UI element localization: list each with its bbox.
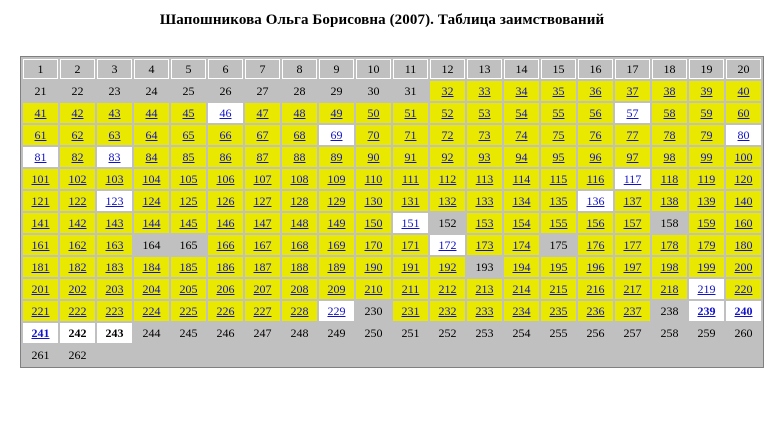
page-link-cell[interactable]: 177 [615, 235, 650, 255]
page-link-cell[interactable]: 215 [541, 279, 576, 299]
page-cell: 25 [171, 81, 206, 101]
empty-cell [578, 345, 613, 365]
page-link-cell[interactable]: 217 [615, 279, 650, 299]
page-link-cell[interactable]: 205 [171, 279, 206, 299]
page-link-cell[interactable]: 80 [726, 125, 761, 145]
page-link-cell[interactable]: 134 [504, 191, 539, 211]
page-link-cell[interactable]: 236 [578, 301, 613, 321]
page-link-cell[interactable]: 145 [171, 213, 206, 233]
page-link-cell[interactable]: 202 [60, 279, 95, 299]
page-link-cell[interactable]: 186 [208, 257, 243, 277]
column-header: 8 [282, 59, 317, 79]
column-header: 13 [467, 59, 502, 79]
table-row [23, 345, 761, 365]
page-cell: 246 [208, 323, 243, 343]
page-link-cell[interactable]: 194 [504, 257, 539, 277]
page-link-cell[interactable]: 219 [689, 279, 724, 299]
page-link-cell[interactable]: 33 [467, 81, 502, 101]
page-cell: 24 [134, 81, 169, 101]
column-header: 5 [171, 59, 206, 79]
table-row [23, 279, 761, 299]
page-link-cell[interactable]: 129 [319, 191, 354, 211]
page-link-cell[interactable]: 136 [578, 191, 613, 211]
page-link-cell[interactable]: 78 [652, 125, 687, 145]
page-link-cell[interactable]: 76 [578, 125, 613, 145]
page-link-cell[interactable]: 119 [689, 169, 724, 189]
page-link-cell[interactable]: 50 [356, 103, 391, 123]
page-link-cell[interactable]: 109 [319, 169, 354, 189]
page-link-cell[interactable]: 46 [208, 103, 243, 123]
page-cell: 230 [356, 301, 391, 321]
page-link-cell[interactable]: 95 [541, 147, 576, 167]
page-link-cell[interactable]: 237 [615, 301, 650, 321]
page-link-cell[interactable]: 49 [319, 103, 354, 123]
page-cell: 28 [282, 81, 317, 101]
page-link-cell[interactable]: 156 [578, 213, 613, 233]
page-link-cell[interactable]: 107 [245, 169, 280, 189]
page-link-cell[interactable]: 195 [541, 257, 576, 277]
page-link-cell[interactable]: 121 [23, 191, 58, 211]
page-link-cell[interactable]: 52 [430, 103, 465, 123]
empty-cell [652, 345, 687, 365]
empty-cell [134, 345, 169, 365]
column-header: 17 [615, 59, 650, 79]
page-link-cell[interactable]: 211 [393, 279, 428, 299]
page-link-cell[interactable]: 133 [467, 191, 502, 211]
page-cell: 29 [319, 81, 354, 101]
page-cell: 256 [578, 323, 613, 343]
page-link-cell[interactable]: 188 [282, 257, 317, 277]
page-link-cell[interactable]: 103 [97, 169, 132, 189]
page-title: Шапошникова Ольга Борисовна (2007). Таблица заимствований [159, 12, 605, 28]
page-link-cell[interactable]: 198 [652, 257, 687, 277]
borrowings-table-container [20, 56, 764, 368]
page-cell: 193 [467, 257, 502, 277]
page-link-cell[interactable]: 65 [171, 125, 206, 145]
page-link-cell[interactable]: 162 [60, 235, 95, 255]
page-cell: 249 [319, 323, 354, 343]
page-link-cell[interactable]: 166 [208, 235, 243, 255]
page-cell: 255 [541, 323, 576, 343]
page-link-cell[interactable]: 210 [356, 279, 391, 299]
table-header [23, 59, 761, 79]
page-cell: 253 [467, 323, 502, 343]
table-header-row [23, 59, 761, 79]
page-link-cell[interactable]: 45 [171, 103, 206, 123]
table-row [23, 257, 761, 277]
page-link-cell[interactable]: 83 [97, 147, 132, 167]
page-link-cell[interactable]: 233 [467, 301, 502, 321]
page-link-cell[interactable]: 71 [393, 125, 428, 145]
page-link-cell[interactable]: 104 [134, 169, 169, 189]
page-link-cell[interactable]: 161 [23, 235, 58, 255]
page-link-cell[interactable]: 67 [245, 125, 280, 145]
column-header: 9 [319, 59, 354, 79]
column-header: 1 [23, 59, 58, 79]
page-link-cell[interactable]: 241 [23, 323, 58, 343]
page-link-cell[interactable]: 157 [615, 213, 650, 233]
page-cell: 258 [652, 323, 687, 343]
page-link-cell[interactable]: 68 [282, 125, 317, 145]
page-link-cell[interactable]: 172 [430, 235, 465, 255]
column-header: 20 [726, 59, 761, 79]
page-cell: 164 [134, 235, 169, 255]
empty-cell [393, 345, 428, 365]
page-link-cell[interactable]: 93 [467, 147, 502, 167]
page-link-cell[interactable]: 150 [356, 213, 391, 233]
page-link-cell[interactable]: 189 [319, 257, 354, 277]
page-link-cell[interactable]: 197 [615, 257, 650, 277]
page-link-cell[interactable]: 55 [541, 103, 576, 123]
page-link-cell[interactable]: 118 [652, 169, 687, 189]
empty-cell [541, 345, 576, 365]
page-link-cell[interactable]: 59 [689, 103, 724, 123]
page-link-cell[interactable]: 137 [615, 191, 650, 211]
page-link-cell[interactable]: 54 [504, 103, 539, 123]
page-link-cell[interactable]: 37 [615, 81, 650, 101]
page-link-cell[interactable]: 201 [23, 279, 58, 299]
page-link-cell[interactable]: 182 [60, 257, 95, 277]
page-link-cell[interactable]: 139 [689, 191, 724, 211]
table-row [23, 147, 761, 167]
page-link-cell[interactable]: 43 [97, 103, 132, 123]
page-cell: 250 [356, 323, 391, 343]
page-link-cell[interactable]: 100 [726, 147, 761, 167]
page-link-cell[interactable]: 84 [134, 147, 169, 167]
page-link-cell[interactable]: 231 [393, 301, 428, 321]
page-link-cell[interactable]: 99 [689, 147, 724, 167]
page-link-cell[interactable]: 127 [245, 191, 280, 211]
page-link-cell[interactable]: 206 [208, 279, 243, 299]
table-row [23, 213, 761, 233]
page-cell: 245 [171, 323, 206, 343]
page-link-cell[interactable]: 89 [319, 147, 354, 167]
page-link-cell[interactable]: 146 [208, 213, 243, 233]
page-link-cell[interactable]: 88 [282, 147, 317, 167]
table-row [23, 191, 761, 211]
page-cell: 23 [97, 81, 132, 101]
page-link-cell[interactable]: 56 [578, 103, 613, 123]
page-link-cell[interactable]: 141 [23, 213, 58, 233]
page-link-cell[interactable]: 140 [726, 191, 761, 211]
page-link-cell[interactable]: 34 [504, 81, 539, 101]
page-link-cell[interactable]: 85 [171, 147, 206, 167]
page-cell: 31 [393, 81, 428, 101]
page-link-cell[interactable]: 203 [97, 279, 132, 299]
page-link-cell[interactable]: 44 [134, 103, 169, 123]
page-link-cell[interactable]: 87 [245, 147, 280, 167]
page-cell: 248 [282, 323, 317, 343]
page-link-cell[interactable]: 180 [726, 235, 761, 255]
page-link-cell[interactable]: 143 [97, 213, 132, 233]
page-cell: 175 [541, 235, 576, 255]
empty-cell [689, 345, 724, 365]
page-cell: 251 [393, 323, 428, 343]
page-link-cell[interactable]: 41 [23, 103, 58, 123]
page-link-cell[interactable]: 120 [726, 169, 761, 189]
page-link-cell[interactable]: 64 [134, 125, 169, 145]
page-link-cell[interactable]: 102 [60, 169, 95, 189]
page-link-cell[interactable]: 42 [60, 103, 95, 123]
page-link-cell[interactable]: 128 [282, 191, 317, 211]
page-cell: 165 [171, 235, 206, 255]
page-link-cell[interactable]: 130 [356, 191, 391, 211]
page-link-cell[interactable]: 190 [356, 257, 391, 277]
page-link-cell[interactable]: 38 [652, 81, 687, 101]
page-link-cell[interactable]: 91 [393, 147, 428, 167]
page-link-cell[interactable]: 47 [245, 103, 280, 123]
page-cell: 254 [504, 323, 539, 343]
page-link-cell[interactable]: 39 [689, 81, 724, 101]
page-cell: 152 [430, 213, 465, 233]
page-link-cell[interactable]: 113 [467, 169, 502, 189]
page-link-cell[interactable]: 122 [60, 191, 95, 211]
page-link-cell[interactable]: 218 [652, 279, 687, 299]
page-link-cell[interactable]: 96 [578, 147, 613, 167]
page-link-cell[interactable]: 51 [393, 103, 428, 123]
page-link-cell[interactable]: 115 [541, 169, 576, 189]
page-link-cell[interactable]: 135 [541, 191, 576, 211]
page-cell: 244 [134, 323, 169, 343]
table-row [23, 81, 761, 101]
page-cell: 262 [60, 345, 95, 365]
page-link-cell[interactable]: 124 [134, 191, 169, 211]
column-header: 11 [393, 59, 428, 79]
page-cell: 21 [23, 81, 58, 101]
page-link-cell[interactable]: 160 [726, 213, 761, 233]
page-link-cell[interactable]: 123 [97, 191, 132, 211]
page-link-cell[interactable]: 216 [578, 279, 613, 299]
page-link-cell[interactable]: 149 [319, 213, 354, 233]
page-link-cell[interactable]: 77 [615, 125, 650, 145]
page-link-cell[interactable]: 60 [726, 103, 761, 123]
page-cell: 238 [652, 301, 687, 321]
page-link-cell[interactable]: 70 [356, 125, 391, 145]
page-link-cell[interactable]: 204 [134, 279, 169, 299]
page-cell: 260 [726, 323, 761, 343]
column-header: 4 [134, 59, 169, 79]
empty-cell [171, 345, 206, 365]
empty-cell [245, 345, 280, 365]
page-cell: 26 [208, 81, 243, 101]
page-link-cell[interactable]: 167 [245, 235, 280, 255]
page-link-cell[interactable]: 154 [504, 213, 539, 233]
page-link-cell[interactable]: 232 [430, 301, 465, 321]
page-link-cell[interactable]: 222 [60, 301, 95, 321]
column-header: 12 [430, 59, 465, 79]
page-link-cell[interactable]: 220 [726, 279, 761, 299]
page-link-cell[interactable]: 62 [60, 125, 95, 145]
page-cell: 158 [652, 213, 687, 233]
page-link-cell[interactable]: 32 [430, 81, 465, 101]
empty-cell [356, 345, 391, 365]
empty-cell [282, 345, 317, 365]
page-link-cell[interactable]: 207 [245, 279, 280, 299]
page-link-cell[interactable]: 235 [541, 301, 576, 321]
table-row [23, 103, 761, 123]
column-header: 19 [689, 59, 724, 79]
page-link-cell[interactable]: 106 [208, 169, 243, 189]
table-body [23, 81, 761, 365]
table-row [23, 125, 761, 145]
page-link-cell[interactable]: 94 [504, 147, 539, 167]
empty-cell [504, 345, 539, 365]
page-cell: 22 [60, 81, 95, 101]
page-cell: 242 [60, 323, 95, 343]
empty-cell [319, 345, 354, 365]
page-link-cell[interactable]: 69 [319, 125, 354, 145]
page-cell: 252 [430, 323, 465, 343]
page-link-cell[interactable]: 225 [171, 301, 206, 321]
column-header: 16 [578, 59, 613, 79]
page-link-cell[interactable]: 168 [282, 235, 317, 255]
page-link-cell[interactable]: 223 [97, 301, 132, 321]
page-link-cell[interactable]: 82 [60, 147, 95, 167]
column-header: 10 [356, 59, 391, 79]
empty-cell [97, 345, 132, 365]
page-link-cell[interactable]: 234 [504, 301, 539, 321]
page-link-cell[interactable]: 72 [430, 125, 465, 145]
page-link-cell[interactable]: 61 [23, 125, 58, 145]
page-link-cell[interactable]: 199 [689, 257, 724, 277]
table-row [23, 323, 761, 343]
page-link-cell[interactable]: 176 [578, 235, 613, 255]
page-link-cell[interactable]: 79 [689, 125, 724, 145]
page-link-cell[interactable]: 174 [504, 235, 539, 255]
table-row [23, 169, 761, 189]
page-link-cell[interactable]: 173 [467, 235, 502, 255]
page-link-cell[interactable]: 192 [430, 257, 465, 277]
page-link-cell[interactable]: 117 [615, 169, 650, 189]
page-cell: 259 [689, 323, 724, 343]
page-link-cell[interactable]: 214 [504, 279, 539, 299]
page-link-cell[interactable]: 200 [726, 257, 761, 277]
page-link-cell[interactable]: 224 [134, 301, 169, 321]
page-link-cell[interactable]: 178 [652, 235, 687, 255]
page-link-cell[interactable]: 221 [23, 301, 58, 321]
page-cell: 27 [245, 81, 280, 101]
page-link-cell[interactable]: 226 [208, 301, 243, 321]
page-link-cell[interactable]: 170 [356, 235, 391, 255]
page-link-cell[interactable]: 112 [430, 169, 465, 189]
page-link-cell[interactable]: 74 [504, 125, 539, 145]
page-link-cell[interactable]: 144 [134, 213, 169, 233]
page-link-cell[interactable]: 125 [171, 191, 206, 211]
page-link-cell[interactable]: 36 [578, 81, 613, 101]
page-link-cell[interactable]: 208 [282, 279, 317, 299]
page-link-cell[interactable]: 114 [504, 169, 539, 189]
page-link-cell[interactable]: 148 [282, 213, 317, 233]
page-link-cell[interactable]: 57 [615, 103, 650, 123]
page-link-cell[interactable]: 110 [356, 169, 391, 189]
page-link-cell[interactable]: 86 [208, 147, 243, 167]
page-link-cell[interactable]: 40 [726, 81, 761, 101]
page-link-cell[interactable]: 138 [652, 191, 687, 211]
column-header: 7 [245, 59, 280, 79]
empty-cell [467, 345, 502, 365]
page-link-cell[interactable]: 196 [578, 257, 613, 277]
column-header: 15 [541, 59, 576, 79]
empty-cell [430, 345, 465, 365]
page-link-cell[interactable]: 97 [615, 147, 650, 167]
page-link-cell[interactable]: 63 [97, 125, 132, 145]
page-link-cell[interactable]: 171 [393, 235, 428, 255]
page-link-cell[interactable]: 81 [23, 147, 58, 167]
empty-cell [726, 345, 761, 365]
page-link-cell[interactable]: 73 [467, 125, 502, 145]
page-cell: 257 [615, 323, 650, 343]
empty-cell [615, 345, 650, 365]
page-link-cell[interactable]: 155 [541, 213, 576, 233]
page-link-cell[interactable]: 228 [282, 301, 317, 321]
page-link-cell[interactable]: 142 [60, 213, 95, 233]
page-cell: 243 [97, 323, 132, 343]
page-link-cell[interactable]: 35 [541, 81, 576, 101]
page-link-cell[interactable]: 101 [23, 169, 58, 189]
page-link-cell[interactable]: 179 [689, 235, 724, 255]
page-link-cell[interactable]: 66 [208, 125, 243, 145]
page-link-cell[interactable]: 111 [393, 169, 428, 189]
page-link-cell[interactable]: 151 [393, 213, 428, 233]
page-link-cell[interactable]: 187 [245, 257, 280, 277]
page-link-cell[interactable]: 212 [430, 279, 465, 299]
page-link-cell[interactable]: 159 [689, 213, 724, 233]
page-link-cell[interactable]: 105 [171, 169, 206, 189]
page-link-cell[interactable]: 227 [245, 301, 280, 321]
table-row [23, 235, 761, 255]
column-header: 14 [504, 59, 539, 79]
page-cell: 261 [23, 345, 58, 365]
page-link-cell[interactable]: 131 [393, 191, 428, 211]
page-cell: 247 [245, 323, 280, 343]
page-link-cell[interactable]: 75 [541, 125, 576, 145]
page-link-cell[interactable]: 184 [134, 257, 169, 277]
page-link-cell[interactable]: 191 [393, 257, 428, 277]
column-header: 18 [652, 59, 687, 79]
page-link-cell[interactable]: 147 [245, 213, 280, 233]
page-link-cell[interactable]: 163 [97, 235, 132, 255]
page-link-cell[interactable]: 183 [97, 257, 132, 277]
page-link-cell[interactable]: 240 [726, 301, 761, 321]
empty-cell [208, 345, 243, 365]
page-link-cell[interactable]: 213 [467, 279, 502, 299]
page-link-cell[interactable]: 48 [282, 103, 317, 123]
page-link-cell[interactable]: 181 [23, 257, 58, 277]
page-link-cell[interactable]: 132 [430, 191, 465, 211]
page-link-cell[interactable]: 209 [319, 279, 354, 299]
page-link-cell[interactable]: 185 [171, 257, 206, 277]
page-link-cell[interactable]: 53 [467, 103, 502, 123]
page-link-cell[interactable]: 90 [356, 147, 391, 167]
page-link-cell[interactable]: 58 [652, 103, 687, 123]
column-header: 3 [97, 59, 132, 79]
page-link-cell[interactable]: 169 [319, 235, 354, 255]
page-cell: 30 [356, 81, 391, 101]
page-link-cell[interactable]: 98 [652, 147, 687, 167]
page-link-cell[interactable]: 153 [467, 213, 502, 233]
page-link-cell[interactable]: 116 [578, 169, 613, 189]
page-link-cell[interactable]: 239 [689, 301, 724, 321]
page-link-cell[interactable]: 126 [208, 191, 243, 211]
page-link-cell[interactable]: 92 [430, 147, 465, 167]
column-header: 2 [60, 59, 95, 79]
table-row [23, 301, 761, 321]
borrowings-table [20, 56, 764, 368]
column-header: 6 [208, 59, 243, 79]
page-link-cell[interactable]: 229 [319, 301, 354, 321]
page-link-cell[interactable]: 108 [282, 169, 317, 189]
